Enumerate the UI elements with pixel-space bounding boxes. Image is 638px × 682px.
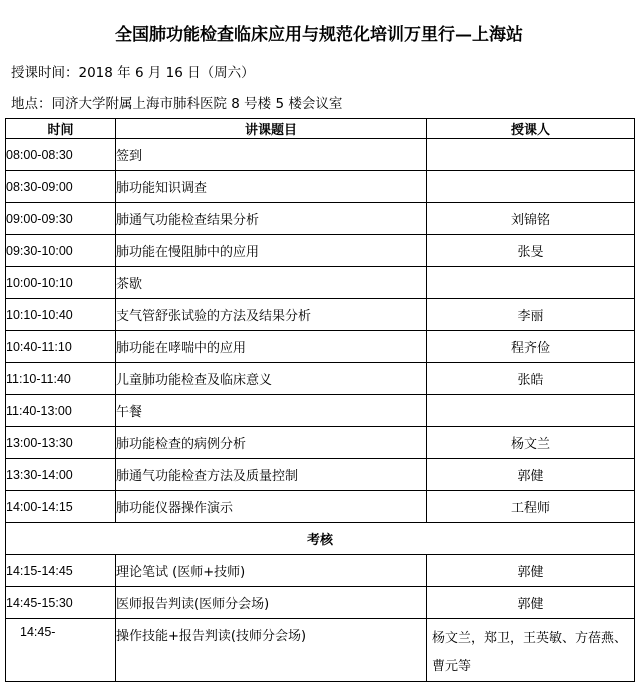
table-row [6,235,635,267]
table-row [6,363,635,395]
row-time: 08:00-08:30 [6,139,116,171]
row-time: 10:10-10:40 [6,299,116,331]
row-time: 14:45-15:30 [6,587,116,619]
row-topic: 理论笔试 (医师+技师) [116,555,427,587]
table-row [6,267,635,299]
row-lecturer: 刘锦铭 [427,203,635,235]
table-row [6,587,635,619]
lecture-location: 地点：同济大学附属上海市肺科医院 8 号楼 5 楼会议室 [11,96,343,112]
row-lecturer [427,139,635,171]
row-topic: 肺通气功能检查结果分析 [116,203,427,235]
row-lecturer: 程齐俭 [427,331,635,363]
row-lecturer: 杨文兰 [427,427,635,459]
header-topic: 讲课题目 [116,119,427,139]
table-row [6,619,635,682]
header-time: 时间 [6,119,116,139]
table-row [6,555,635,587]
table-row [6,331,635,363]
row-topic: 儿童肺功能检查及临床意义 [116,363,427,395]
row-time: 09:00-09:30 [6,203,116,235]
row-time: 13:30-14:00 [6,459,116,491]
table-row [6,171,635,203]
row-topic: 午餐 [116,395,427,427]
row-topic: 肺功能知识调查 [116,171,427,203]
row-lecturer: 杨文兰，郑卫，王英敏、方蓓燕、曹元等 [427,619,635,682]
row-time: 09:30-10:00 [6,235,116,267]
row-time: 14:15-14:45 [6,555,116,587]
row-time: 11:10-11:40 [6,363,116,395]
row-lecturer [427,171,635,203]
row-lecturer: 郭健 [427,587,635,619]
row-time: 14:00-14:15 [6,491,116,523]
row-lecturer [427,395,635,427]
row-lecturer: 张旻 [427,235,635,267]
table-row [6,459,635,491]
table-row [6,139,635,171]
row-lecturer: 工程师 [427,491,635,523]
table-row [6,491,635,523]
row-time: 11:40-13:00 [6,395,116,427]
row-topic: 肺通气功能检查方法及质量控制 [116,459,427,491]
row-topic: 医师报告判读(医师分会场) [116,587,427,619]
page-title: 全国肺功能检查临床应用与规范化培训万里行—上海站 [115,25,523,45]
table-row [6,427,635,459]
row-topic: 肺功能检查的病例分析 [116,427,427,459]
row-time: 14:45- [6,619,116,682]
lecture-time: 授课时间：2018 年 6 月 16 日（周六） [11,65,255,81]
row-topic: 茶歇 [116,267,427,299]
section-row [6,523,635,555]
row-time: 10:40-11:10 [6,331,116,363]
row-topic: 支气管舒张试验的方法及结果分析 [116,299,427,331]
section-label-exam: 考核 [6,523,635,555]
row-lecturer: 郭健 [427,459,635,491]
table-row [6,203,635,235]
row-topic: 肺功能仪器操作演示 [116,491,427,523]
row-topic: 肺功能在慢阻肺中的应用 [116,235,427,267]
row-lecturer [427,267,635,299]
table-row [6,299,635,331]
row-lecturer: 郭健 [427,555,635,587]
table-row [6,395,635,427]
row-topic: 操作技能+报告判读(技师分会场) [116,619,427,682]
row-topic: 肺功能在哮喘中的应用 [116,331,427,363]
row-time: 13:00-13:30 [6,427,116,459]
schedule-table [5,118,635,682]
row-topic: 签到 [116,139,427,171]
row-time: 08:30-09:00 [6,171,116,203]
table-header-row [6,119,635,139]
header-lecturer: 授课人 [427,119,635,139]
row-lecturer: 李丽 [427,299,635,331]
row-lecturer: 张皓 [427,363,635,395]
row-time: 10:00-10:10 [6,267,116,299]
